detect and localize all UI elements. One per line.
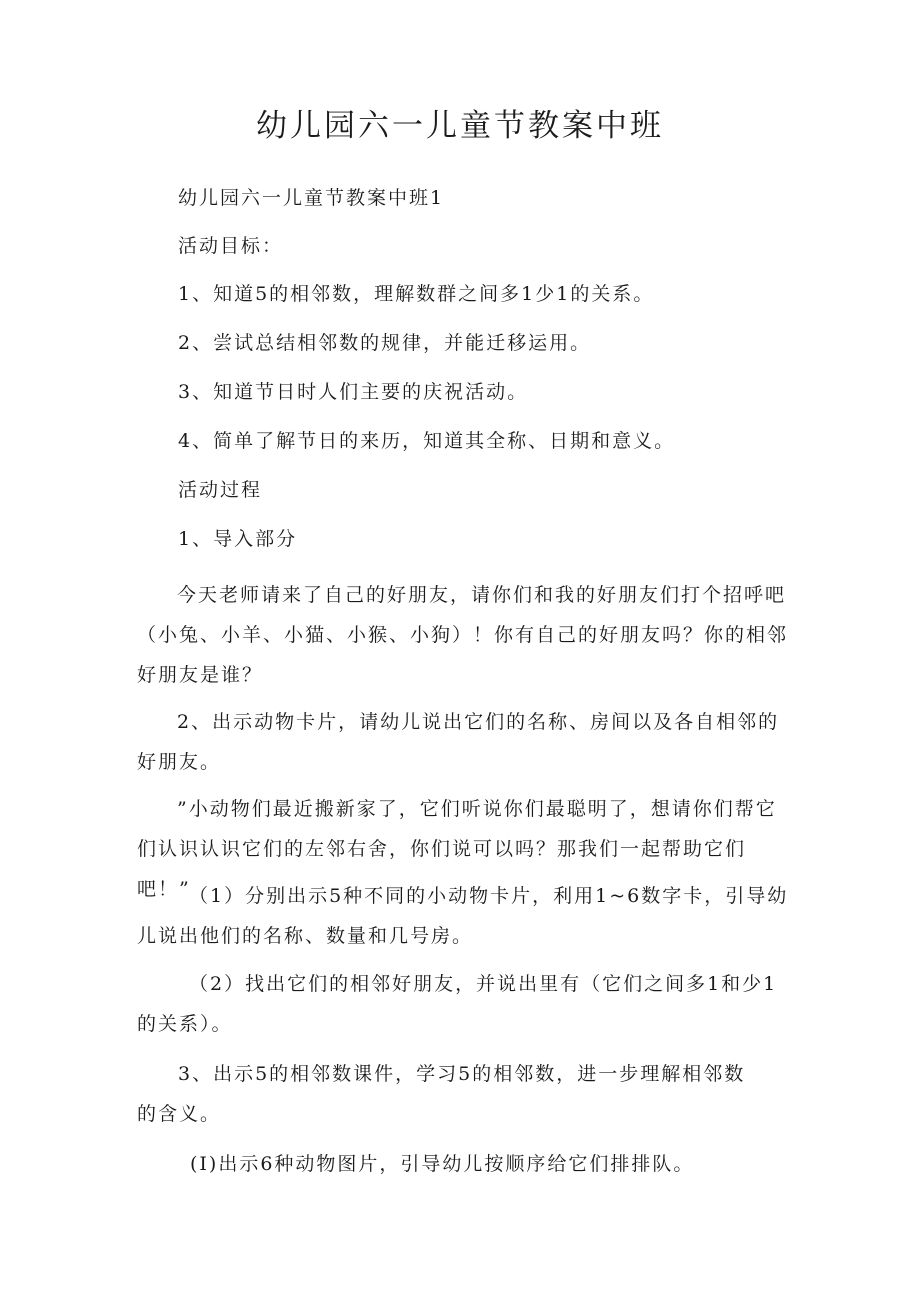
goal-item: 1、知道5的相邻数，理解数群之间多1少1的关系。 bbox=[178, 283, 655, 305]
step1-heading: 1、导入部分 bbox=[178, 528, 298, 550]
document-title: 幼儿园六一儿童节教案中班 bbox=[256, 108, 664, 144]
document-subtitle: 幼儿园六一儿童节教案中班1 bbox=[178, 187, 445, 209]
sub-step-i: (I)出示6种动物图片，引导幼儿按顺序给它们排排队。 bbox=[190, 1153, 695, 1175]
goal-item: 4、简单了解节日的来历，知道其全称、日期和意义。 bbox=[178, 430, 676, 452]
step3-line1: 3、出示5的相邻数课件，学习5的相邻数，进一步理解相邻数 bbox=[178, 1063, 746, 1085]
sub-step2-paragraph: （2）找出它们的相邻好朋友，并说出里有（它们之间多1和少1的关系）。 bbox=[137, 973, 778, 1035]
step3-line2: 的含义。 bbox=[137, 1103, 222, 1125]
goal-item: 2、尝试总结相邻数的规律，并能迁移运用。 bbox=[178, 332, 592, 354]
sub-step1-paragraph: （1）分别出示5种不同的小动物卡片，利用1~6数字卡，引导幼儿说出他们的名称、数量和几号房。 bbox=[137, 885, 789, 947]
goal-item: 3、知道节日时人们主要的庆祝活动。 bbox=[178, 381, 529, 403]
step2-paragraph: 2、出示动物卡片，请幼儿说出它们的名称、房间以及各自相邻的好朋友。 bbox=[137, 711, 780, 773]
intro-paragraph: 今天老师请来了自己的好朋友，请你们和我的好朋友们打个招呼吧（小兔、小羊、小猫、小猴、小狗）！你有自己的好朋友吗？你的相邻好朋友是谁？ bbox=[137, 584, 789, 686]
process-heading: 活动过程 bbox=[178, 479, 263, 501]
quote-paragraph: ”小动物们最近搬新家了，它们听说你们最聪明了，想请你们帮它们认识认识它们的左邻右舍，你们说可以吗？那我们一起帮助它们吧！” bbox=[137, 798, 777, 900]
goals-heading: 活动目标： bbox=[178, 235, 284, 257]
